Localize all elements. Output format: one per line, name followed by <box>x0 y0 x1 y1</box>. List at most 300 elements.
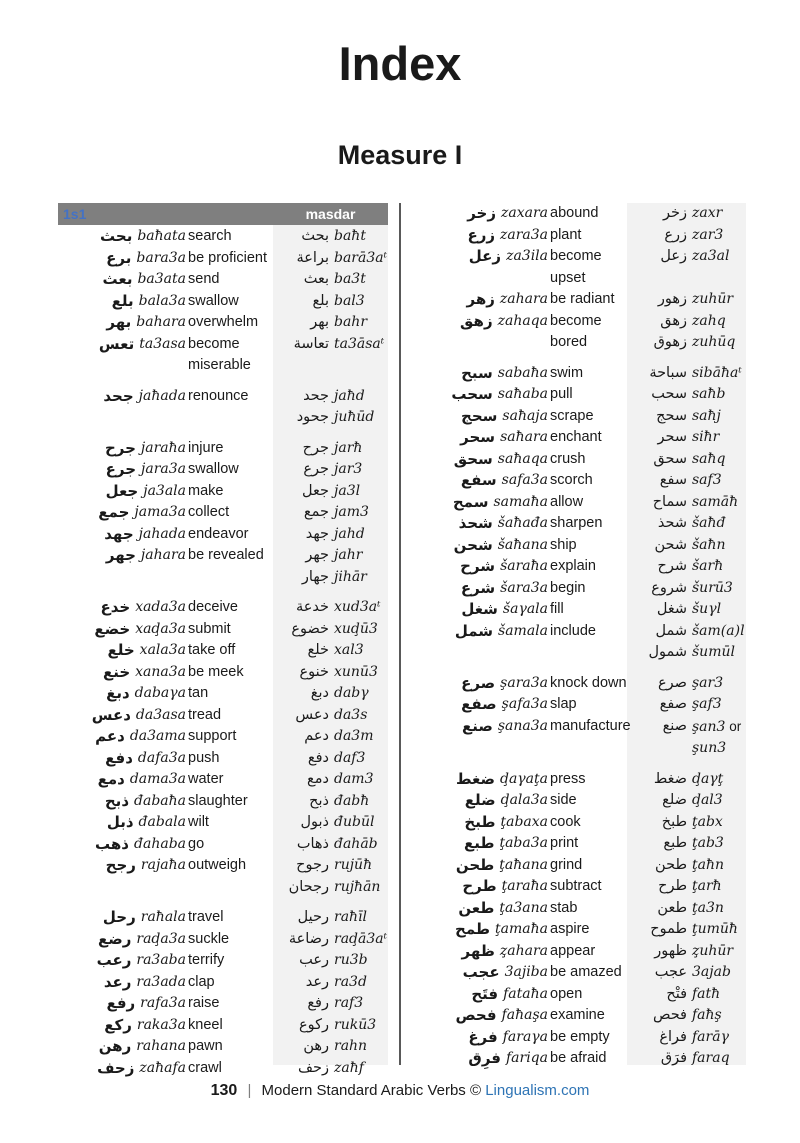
masdar-transliteration: ţa3n <box>692 899 724 916</box>
verb-arabic: زعل <box>468 247 502 265</box>
masdar-cell <box>273 502 388 524</box>
masdar-line <box>631 673 748 695</box>
masdar-line <box>631 642 748 664</box>
masdar-transliteration: xuḑū3 <box>334 620 378 637</box>
verb-row <box>420 599 746 621</box>
masdar-column-header: masdar <box>305 206 356 222</box>
masdar-cell <box>631 621 748 664</box>
verb-cell <box>58 834 186 856</box>
verb-transliteration: šara3a <box>500 579 548 596</box>
masdar-transliteration: rukū3 <box>334 1016 377 1033</box>
verb-transliteration: ba3ata <box>137 271 186 287</box>
masdar-transliteration: jihār <box>334 568 367 585</box>
verb-row <box>420 203 746 225</box>
verb-meaning: go <box>188 835 205 852</box>
verb-meaning: be radiant <box>550 291 615 307</box>
verb-row <box>420 716 746 760</box>
verb-transliteration: jahada <box>138 525 186 542</box>
verb-meaning: make <box>188 482 224 499</box>
masdar-line <box>273 726 388 748</box>
masdar-cell <box>273 812 388 834</box>
masdar-cell <box>631 556 748 578</box>
masdar-arabic: شمل <box>655 622 687 639</box>
masdar-line <box>631 898 748 920</box>
verb-meaning: pawn <box>188 1038 223 1054</box>
verb-meaning: pull <box>550 386 573 402</box>
verb-meaning: tan <box>188 685 209 701</box>
masdar-line <box>273 407 388 429</box>
verb-meaning: outweigh <box>188 857 247 873</box>
verb-meaning: abound <box>550 205 599 221</box>
masdar-cell <box>273 929 388 951</box>
verb-cell <box>420 246 548 289</box>
verb-cell <box>420 941 548 963</box>
masdar-transliteration: jahr <box>334 547 363 563</box>
masdar-arabic: رحيل <box>297 909 329 925</box>
masdar-cell <box>273 545 388 588</box>
masdar-arabic: زهق <box>660 312 687 329</box>
masdar-line <box>631 427 748 449</box>
masdar-arabic: جرح <box>302 439 329 456</box>
verb-cell <box>58 386 186 429</box>
verb-row <box>58 291 388 313</box>
masdar-transliteration: siħr <box>692 429 720 445</box>
masdar-line <box>273 769 388 791</box>
masdar-transliteration: ţabx <box>692 813 723 830</box>
masdar-arabic: ضغط <box>653 770 687 787</box>
masdar-cell <box>631 535 748 557</box>
verb-cell <box>58 1015 186 1037</box>
verb-arabic: بحث <box>100 227 133 245</box>
verb-transliteration: xada3a <box>135 599 186 615</box>
verb-transliteration: xaḑa3a <box>135 620 186 637</box>
verb-transliteration: 3ajiba <box>504 964 548 980</box>
masdar-line <box>631 384 748 406</box>
verb-transliteration: saħara <box>500 429 548 445</box>
masdar-transliteration: šurū3 <box>692 579 733 596</box>
verb-meaning: swim <box>550 364 584 381</box>
masdar-arabic: جهر <box>305 547 329 563</box>
verb-row <box>420 833 746 855</box>
masdar-transliteration: saħq <box>692 450 726 467</box>
masdar-transliteration: ta3āsaᵗ <box>334 335 385 352</box>
verb-row <box>420 470 746 492</box>
verb-cell <box>58 769 186 791</box>
masdar-cell <box>273 459 388 481</box>
verb-cell <box>420 790 548 812</box>
masdar-line <box>631 716 748 739</box>
verb-meaning: side <box>550 792 577 808</box>
verb-meaning: be empty <box>550 1028 610 1045</box>
verb-transliteration: saħaja <box>502 407 548 424</box>
verb-arabic: ذهب <box>95 834 130 853</box>
verb-row <box>58 748 388 770</box>
verb-row <box>420 962 746 984</box>
masdar-cell <box>273 226 388 248</box>
verb-arabic: طبخ <box>464 812 496 831</box>
verb-transliteration: z̧ahara <box>499 942 548 959</box>
page-footer <box>0 1082 800 1100</box>
verb-row <box>58 855 388 898</box>
verb-row <box>58 705 388 727</box>
masdar-arabic: رعد <box>305 973 329 990</box>
verb-meaning: grind <box>550 856 583 873</box>
verb-row <box>58 834 388 856</box>
masdar-transliteration: 3ajab <box>692 964 731 980</box>
masdar-line <box>273 812 388 834</box>
masdar-arabic: فراغ <box>659 1028 687 1045</box>
masdar-transliteration: ba3t <box>334 271 366 287</box>
verb-meaning: be meek <box>188 663 244 680</box>
verb-transliteration: faraγa <box>502 1028 548 1045</box>
masdar-transliteration: ra3d <box>334 973 367 990</box>
verb-meaning: search <box>188 228 232 244</box>
verb-cell <box>58 226 186 248</box>
masdar-arabic: دفع <box>307 749 329 766</box>
verb-cell <box>58 855 186 898</box>
verb-meaning: collect <box>188 504 230 520</box>
masdar-cell <box>631 578 748 600</box>
verb-cell <box>58 291 186 313</box>
masdar-line <box>273 248 388 270</box>
masdar-line <box>273 619 388 641</box>
masdar-cell <box>631 363 748 385</box>
verb-arabic: دعس <box>91 705 131 724</box>
masdar-cell <box>631 898 748 920</box>
masdar-cell <box>273 855 388 898</box>
masdar-transliteration: z̧uhūr <box>692 942 734 959</box>
verb-transliteration: ḑaγaţa <box>500 770 548 787</box>
verb-meaning: subtract <box>550 878 602 894</box>
masdar-arabic: جهد <box>305 525 329 542</box>
verb-arabic: رجح <box>105 856 136 874</box>
masdar-cell <box>631 673 748 695</box>
masdar-line <box>273 481 388 503</box>
masdar-cell <box>273 683 388 705</box>
masdar-cell <box>631 599 748 621</box>
masdar-line <box>273 226 388 248</box>
masdar-line <box>631 855 748 877</box>
verb-meaning: print <box>550 835 579 851</box>
verb-meaning: clap <box>188 973 215 990</box>
verb-transliteration: rahana <box>136 1038 186 1054</box>
masdar-cell <box>631 833 748 855</box>
verb-meaning: send <box>188 271 220 287</box>
masdar-arabic: طموح <box>650 921 687 937</box>
verb-cell <box>58 929 186 951</box>
verb-arabic: صفع <box>461 695 497 713</box>
verb-arabic: دعم <box>95 727 125 745</box>
verb-transliteration: rajaħa <box>140 857 186 873</box>
verb-cell <box>58 812 186 834</box>
masdar-cell <box>631 769 748 791</box>
masdar-line <box>631 311 748 333</box>
verb-transliteration: saħaqa <box>497 450 548 467</box>
masdar-line <box>631 203 748 225</box>
verb-arabic: دفع <box>105 748 133 767</box>
verb-arabic: شحن <box>453 535 493 554</box>
verb-row <box>58 1036 388 1058</box>
verb-table-code: 1s1 <box>63 206 87 222</box>
masdar-arabic: زرع <box>664 226 687 243</box>
masdar-cell <box>273 597 388 619</box>
verb-cell <box>58 481 186 503</box>
verb-transliteration: šaħađa <box>497 515 548 531</box>
verb-meaning: cook <box>550 813 581 830</box>
masdar-arabic: سفع <box>659 472 687 488</box>
verb-row <box>420 941 746 963</box>
masdar-line <box>273 459 388 481</box>
page-title: Index <box>338 37 462 90</box>
masdar-transliteration: zahq <box>692 312 726 329</box>
verb-transliteration: bara3a <box>136 249 186 266</box>
masdar-transliteration: zaxr <box>692 205 723 221</box>
masdar-arabic: دبغ <box>310 685 329 701</box>
verb-arabic: سبح <box>461 363 493 382</box>
masdar-arabic: صرع <box>658 674 687 691</box>
verb-cell <box>58 726 186 748</box>
verb-meaning: take off <box>188 642 236 658</box>
verb-cell <box>58 269 186 291</box>
masdar-cell <box>631 289 748 311</box>
verb-transliteration: ţaba3a <box>499 835 548 851</box>
verb-arabic: طحن <box>455 855 495 874</box>
verb-arabic: طرح <box>462 877 497 895</box>
masdar-line <box>273 993 388 1015</box>
verb-row <box>58 524 388 546</box>
verb-cell <box>58 502 186 524</box>
masdar-line <box>273 1036 388 1058</box>
masdar-arabic: صفع <box>659 696 687 712</box>
masdar-arabic: عجب <box>654 964 687 980</box>
verb-arabic: سمح <box>452 492 489 511</box>
verb-cell <box>58 972 186 994</box>
masdar-transliteration: zaħf <box>334 1059 364 1076</box>
masdar-cell <box>273 1015 388 1037</box>
verb-transliteration: ţaraħa <box>501 878 548 894</box>
verb-meaning: slaughter <box>188 792 248 809</box>
verb-arabic: دبغ <box>106 684 130 702</box>
verb-row <box>58 597 388 619</box>
verb-arabic: بعث <box>102 270 133 288</box>
masdar-arabic: سحر <box>657 429 687 445</box>
masdar-line <box>273 312 388 334</box>
masdar-arabic: رجحان <box>288 878 329 895</box>
verb-row <box>420 535 746 557</box>
verb-cell <box>420 769 548 791</box>
masdar-transliteration: jaħd <box>334 387 365 404</box>
verb-meaning: examine <box>550 1007 605 1023</box>
masdar-line <box>273 683 388 705</box>
verb-row <box>420 406 746 428</box>
verb-transliteration: zahaqa <box>497 312 548 329</box>
masdar-line <box>273 877 388 899</box>
verb-cell <box>420 449 548 471</box>
masdar-arabic: طرح <box>658 878 687 894</box>
verb-arabic: طمح <box>455 920 491 938</box>
masdar-line <box>631 812 748 834</box>
masdar-transliteration: đubūl <box>334 814 375 830</box>
masdar-line <box>273 545 388 567</box>
verb-arabic: فرغ <box>468 1027 498 1046</box>
verb-cell <box>420 1027 548 1049</box>
verb-arabic: شغل <box>461 600 498 618</box>
verb-arabic: زرع <box>467 225 495 244</box>
masdar-transliteration: jam3 <box>334 504 369 520</box>
masdar-transliteration: šaħđ <box>692 515 726 531</box>
masdar-arabic: سماح <box>652 493 687 510</box>
masdar-transliteration: barā3aᵗ <box>334 249 388 266</box>
verb-row <box>58 769 388 791</box>
right-column <box>420 203 746 1070</box>
verb-cell <box>420 513 548 535</box>
masdar-arabic: طحن <box>655 856 687 873</box>
verb-cell <box>58 597 186 619</box>
verb-arabic: ضغط <box>455 769 495 788</box>
column-divider <box>399 203 401 1065</box>
verb-row <box>58 726 388 748</box>
verb-arabic: طبع <box>463 834 495 852</box>
masdar-arabic: ظهور <box>654 942 687 959</box>
masdar-transliteration: bahr <box>334 314 368 330</box>
masdar-line <box>273 567 388 589</box>
verb-transliteration: faħaşa <box>501 1007 548 1023</box>
masdar-line <box>273 834 388 856</box>
verb-row <box>58 312 388 334</box>
masdar-arabic: شحذ <box>657 515 687 531</box>
verb-arabic: شمل <box>454 621 494 640</box>
section-title: Measure I <box>337 140 463 170</box>
verb-cell <box>420 1048 548 1070</box>
masdar-arabic: فرَق <box>660 1050 687 1066</box>
masdar-arabic: جمع <box>303 504 329 520</box>
verb-meaning: be amazed <box>550 964 622 980</box>
verb-cell <box>420 492 548 514</box>
masdar-arabic <box>631 738 692 760</box>
masdar-cell <box>631 1027 748 1049</box>
verb-transliteration: jaraħa <box>140 439 186 456</box>
masdar-line <box>631 962 748 984</box>
masdar-arabic: بهر <box>310 314 329 330</box>
masdar-arabic: طبع <box>663 835 687 851</box>
masdar-cell <box>631 876 748 898</box>
masdar-transliteration: šaħn <box>692 536 726 553</box>
verb-cell <box>420 384 548 406</box>
masdar-cell <box>273 769 388 791</box>
verb-row <box>58 226 388 248</box>
verb-cell <box>58 1058 186 1080</box>
masdar-arabic: طبخ <box>661 813 687 830</box>
masdar-transliteration: za3al <box>692 248 730 264</box>
verb-arabic: ذبل <box>106 813 134 831</box>
verb-transliteration: ţa3ana <box>499 899 548 916</box>
masdar-cell <box>273 662 388 684</box>
verb-transliteration: raḑa3a <box>136 930 186 947</box>
verb-transliteration: đahaba <box>134 835 186 852</box>
verb-row <box>58 929 388 951</box>
masdar-arabic: جهار <box>301 568 329 585</box>
masdar-arabic: طعن <box>657 899 687 916</box>
verb-meaning: suckle <box>188 930 230 947</box>
masdar-arabic: دعم <box>304 728 329 744</box>
masdar-cell <box>631 449 748 471</box>
masdar-arabic: زحف <box>298 1059 329 1076</box>
masdar-cell <box>631 812 748 834</box>
verb-cell <box>420 694 548 716</box>
masdar-arabic: سحب <box>651 386 687 402</box>
masdar-cell <box>631 962 748 984</box>
verb-meaning: renounce <box>188 387 249 404</box>
verb-transliteration: jama3a <box>134 504 186 520</box>
verb-arabic: رحل <box>102 908 136 926</box>
masdar-cell <box>273 269 388 291</box>
verb-transliteration: ra3ada <box>136 973 186 990</box>
masdar-arabic: تعاسة <box>293 335 329 352</box>
masdar-arabic: شرح <box>657 558 687 574</box>
verb-arabic: رضع <box>98 929 132 948</box>
masdar-line <box>631 984 748 1006</box>
verb-cell <box>420 621 548 664</box>
masdar-arabic: رضاعة <box>288 930 329 947</box>
left-column <box>58 203 388 1079</box>
masdar-line <box>631 492 748 514</box>
masdar-arabic: رجوح <box>296 857 329 873</box>
verb-meaning: support <box>188 728 237 744</box>
masdar-transliteration: ţaħn <box>692 856 725 873</box>
verb-row <box>420 449 746 471</box>
verb-cell <box>420 535 548 557</box>
verb-row <box>58 619 388 641</box>
verb-arabic: زهق <box>460 311 493 330</box>
masdar-arabic: ذهاب <box>296 835 329 852</box>
masdar-arabic: زخر <box>663 205 687 221</box>
masdar-cell <box>273 791 388 813</box>
verb-meaning: ship <box>550 536 577 553</box>
masdar-line <box>631 470 748 492</box>
masdar-line <box>273 386 388 408</box>
verb-row <box>420 311 746 354</box>
masdar-transliteration: đabħ <box>334 792 370 809</box>
masdar-transliteration: šuγl <box>692 601 722 617</box>
masdar-line <box>631 225 748 247</box>
masdar-transliteration: jar3 <box>334 461 363 477</box>
masdar-transliteration: đahāb <box>334 835 378 852</box>
verb-arabic: رفع <box>106 994 136 1012</box>
verb-arabic: خضع <box>94 619 131 638</box>
verb-cell <box>58 248 186 270</box>
page-number: 130 <box>210 1082 238 1099</box>
verb-meaning: be proficient <box>188 249 267 266</box>
verb-cell <box>420 673 548 695</box>
verb-meaning: include <box>550 622 596 639</box>
masdar-arabic: جرع <box>303 461 329 477</box>
verb-arabic: خدع <box>100 598 131 616</box>
verb-transliteration: rafa3a <box>140 995 186 1011</box>
verb-meaning: crush <box>550 450 586 467</box>
verb-cell <box>58 950 186 972</box>
masdar-arabic: ذبول <box>300 814 329 830</box>
verb-row <box>420 492 746 514</box>
verb-meaning: kneel <box>188 1016 223 1033</box>
masdar-arabic: دمع <box>307 771 329 787</box>
publisher-link[interactable]: Lingualism.com <box>485 1082 590 1099</box>
masdar-transliteration: juħūd <box>334 409 375 425</box>
verb-row <box>58 481 388 503</box>
verb-row <box>58 502 388 524</box>
verb-meaning: sharpen <box>550 515 603 531</box>
masdar-line <box>631 876 748 898</box>
verb-row <box>58 683 388 705</box>
